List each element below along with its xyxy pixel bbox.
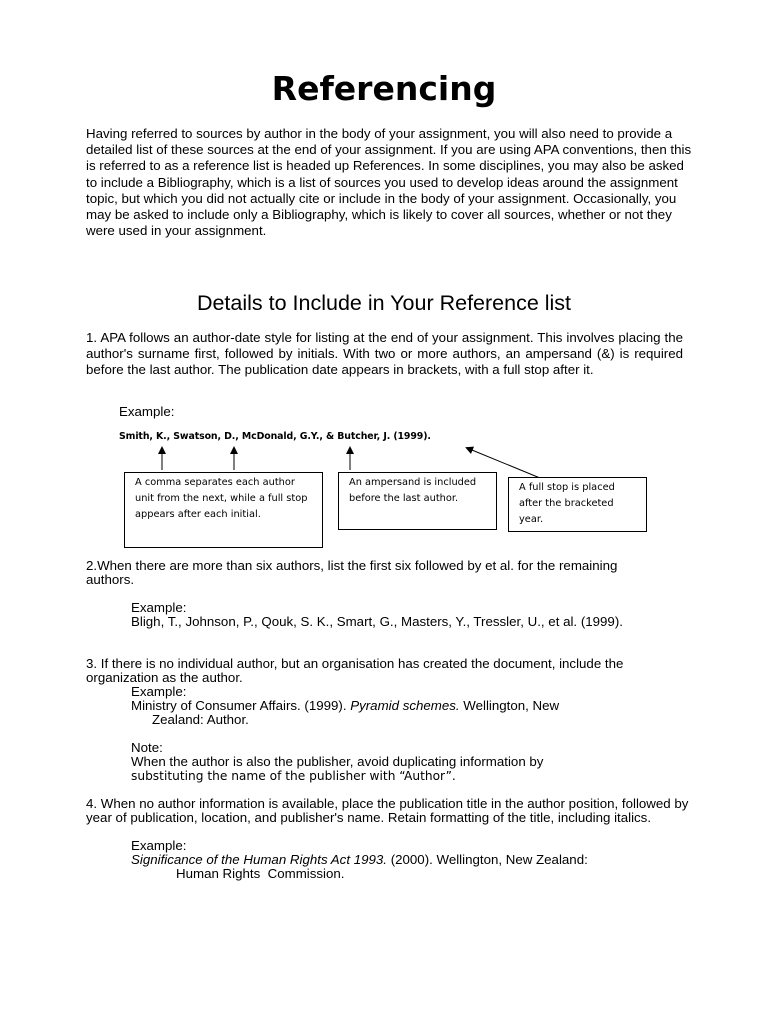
callout-fullstop-box: A full stop is placed after the bracketed year.: [508, 477, 647, 532]
item4-example-title: Significance of the Human Rights Act 1993.: [131, 852, 387, 867]
item2-text: 2.When there are more than six authors, list the first six followed by et al. for the remaining authors.: [86, 558, 618, 588]
item3-example-label: Example:: [131, 684, 187, 699]
item3-note-label: Note:: [131, 740, 163, 755]
item3-example-author: Ministry of Consumer Affairs. (1999).: [131, 698, 351, 713]
item1-example-label: Example:: [119, 404, 175, 419]
item2-example-label: Example:: [131, 600, 187, 615]
item4-example-location: (2000). Wellington, New Zealand:: [387, 852, 588, 867]
item3-example-cont: Zealand: Author.: [152, 712, 249, 727]
item3-note-line2: substituting the name of the publisher with “Author”.: [131, 769, 456, 783]
item2-example: Bligh, T., Johnson, P., Qouk, S. K., Smart, G., Masters, Y., Tressler, U., et al. (1999).: [131, 614, 623, 629]
intro-paragraph: Having referred to sources by author in the body of your assignment, you will also need to provide a detailed list of these sources at the end of your assignment. If you are using APA conventions, then this is referred to as a reference list is headed up References. In some disciplines, you may also be asked to include a Bibliography, which is a list of sources you used to develop ideas around the assignment topic, but which you did not actually cite or include in the body of your assignment. Occasionally, you may be asked to include only a Bibliography, which is likely to cover all sources, whether or not they were used in your assignment.: [86, 126, 692, 239]
page-title: Referencing: [271, 69, 497, 108]
item1-text: 1. APA follows an author-date style for listing at the end of your assignment. This involves placing the author's surname first, followed by initials. With two or more authors, an ampersand (&) is required before the last author. The publication date appears in brackets, with a full stop after it.: [86, 330, 683, 377]
item3-example-title: Pyramid schemes.: [350, 698, 460, 713]
section-heading: Details to Include in Your Reference list: [196, 291, 572, 315]
callout-comma-box: A comma separates each author unit from the next, while a full stop appears after each initial.: [124, 472, 323, 548]
item1-citation: Smith, K., Swatson, D., McDonald, G.Y., & Butcher, J. (1999).: [119, 431, 431, 442]
callout-ampersand-box: An ampersand is included before the last author.: [338, 472, 497, 530]
item3-example-location: Wellington, New: [459, 698, 560, 713]
item4-text: 4. When no author information is available, place the publication title in the author position, followed by year of publication, location, and publisher's name. Retain formatting of the title, including italics.: [86, 796, 689, 826]
item3-text: 3. If there is no individual author, but an organisation has created the document, include the organization as the author.: [86, 656, 624, 686]
item4-example-label: Example:: [131, 838, 187, 853]
item4-example-cont: Human Rights Commission.: [176, 866, 345, 881]
item3-note-line1: When the author is also the publisher, avoid duplicating information by: [131, 754, 544, 769]
